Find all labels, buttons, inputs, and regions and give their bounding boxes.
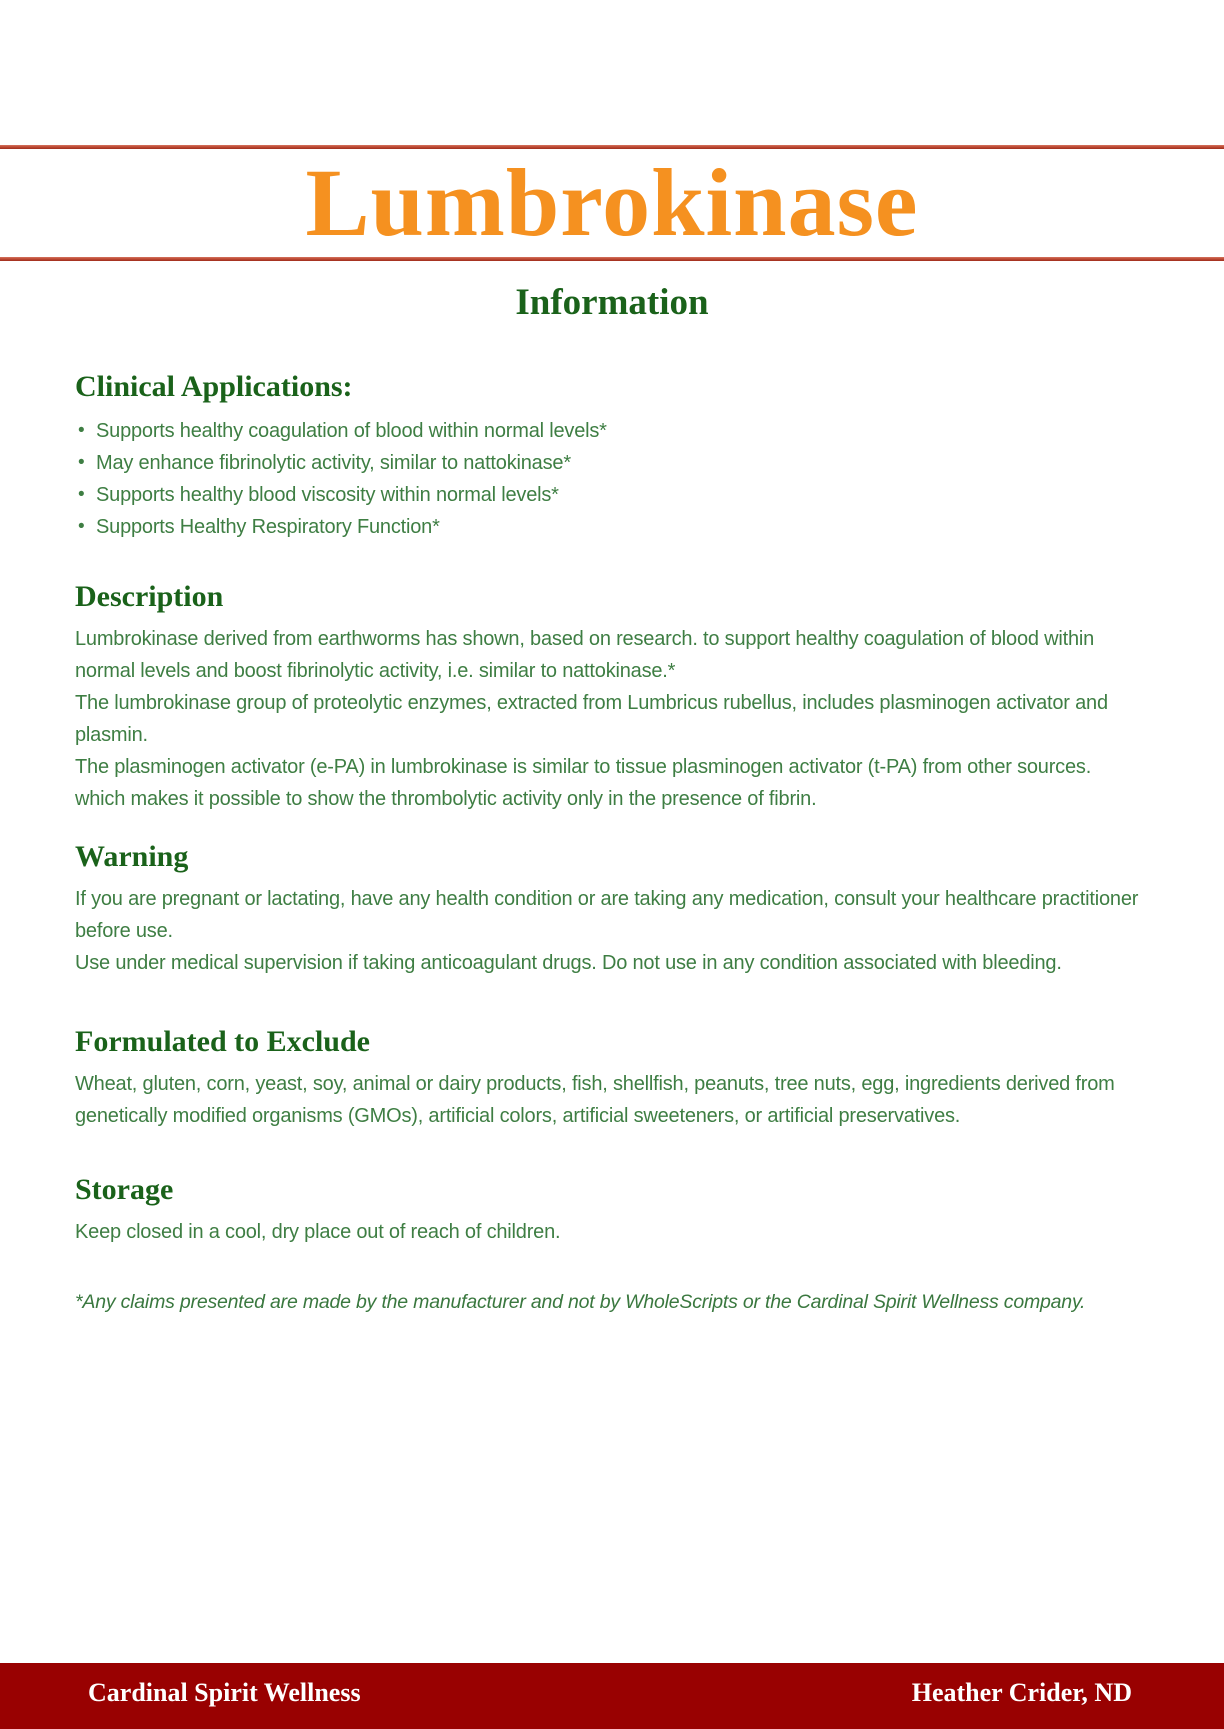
- manufacturer-disclaimer: *Any claims presented are made by the manufacturer and not by WholeScripts or the Cardinal Spirit Wellness company.: [75, 1291, 1086, 1313]
- footer-company-name: Cardinal Spirit Wellness: [88, 1678, 361, 1707]
- list-item: • Supports healthy coagulation of blood within normal levels*: [75, 415, 1144, 447]
- content-column: [0, 369, 1224, 1314]
- formulated-to-exclude-heading: Formulated to Exclude: [75, 1025, 370, 1058]
- storage-paragraphs: [75, 1216, 1144, 1248]
- paragraph: Keep closed in a cool, dry place out of reach of children.: [75, 1221, 561, 1243]
- warning-heading: Warning: [75, 840, 189, 873]
- paragraph: The lumbrokinase group of proteolytic enzymes, extracted from Lumbricus rubellus, includes plasminogen activator and plasmin.: [75, 692, 1108, 746]
- paragraph: Wheat, gluten, corn, yeast, soy, animal or dairy products, fish, shellfish, peanuts, tree nuts, egg, ingredients derived from genetically modified organisms (GMOs), artificial colors, artificial sweeteners, or artificial preservatives.: [75, 1073, 1115, 1127]
- list-item: • Supports Healthy Respiratory Function*: [75, 511, 1144, 543]
- paragraph: Use under medical supervision if taking anticoagulant drugs. Do not use in any condition associated with bleeding.: [75, 952, 1062, 974]
- storage-heading: Storage: [75, 1173, 174, 1206]
- formulated-to-exclude-paragraphs: [75, 1068, 1144, 1132]
- clinical-applications-list: [75, 415, 1144, 543]
- footer-bar: [0, 1663, 1224, 1729]
- page-title: Lumbrokinase: [305, 149, 919, 256]
- list-item: • Supports healthy blood viscosity within normal levels*: [75, 479, 1144, 511]
- page-subtitle: Information: [515, 282, 709, 323]
- header-rule-bottom: [0, 257, 1224, 261]
- clinical-applications-heading: Clinical Applications:: [75, 370, 353, 403]
- paragraph: The plasminogen activator (e-PA) in lumbrokinase is similar to tissue plasminogen activator (t-PA) from other sources. which makes it possible to show the thrombolytic activity only in the presence of fibrin.: [75, 756, 1092, 810]
- paragraph: If you are pregnant or lactating, have any health condition or are taking any medication, consult your healthcare practitioner before use.: [75, 888, 1139, 942]
- title-band: [0, 149, 1224, 257]
- description-heading: Description: [75, 580, 224, 613]
- warning-paragraphs: [75, 883, 1144, 979]
- footer-practitioner-name: Heather Crider, ND: [911, 1678, 1132, 1707]
- document-page: [0, 145, 1224, 1729]
- paragraph: Lumbrokinase derived from earthworms has shown, based on research. to support healthy coagulation of blood within normal levels and boost fibrinolytic activity, i.e. similar to nattokinase.*: [75, 628, 1095, 682]
- description-paragraphs: [75, 623, 1144, 815]
- list-item: • May enhance fibrinolytic activity, similar to nattokinase*: [75, 447, 1144, 479]
